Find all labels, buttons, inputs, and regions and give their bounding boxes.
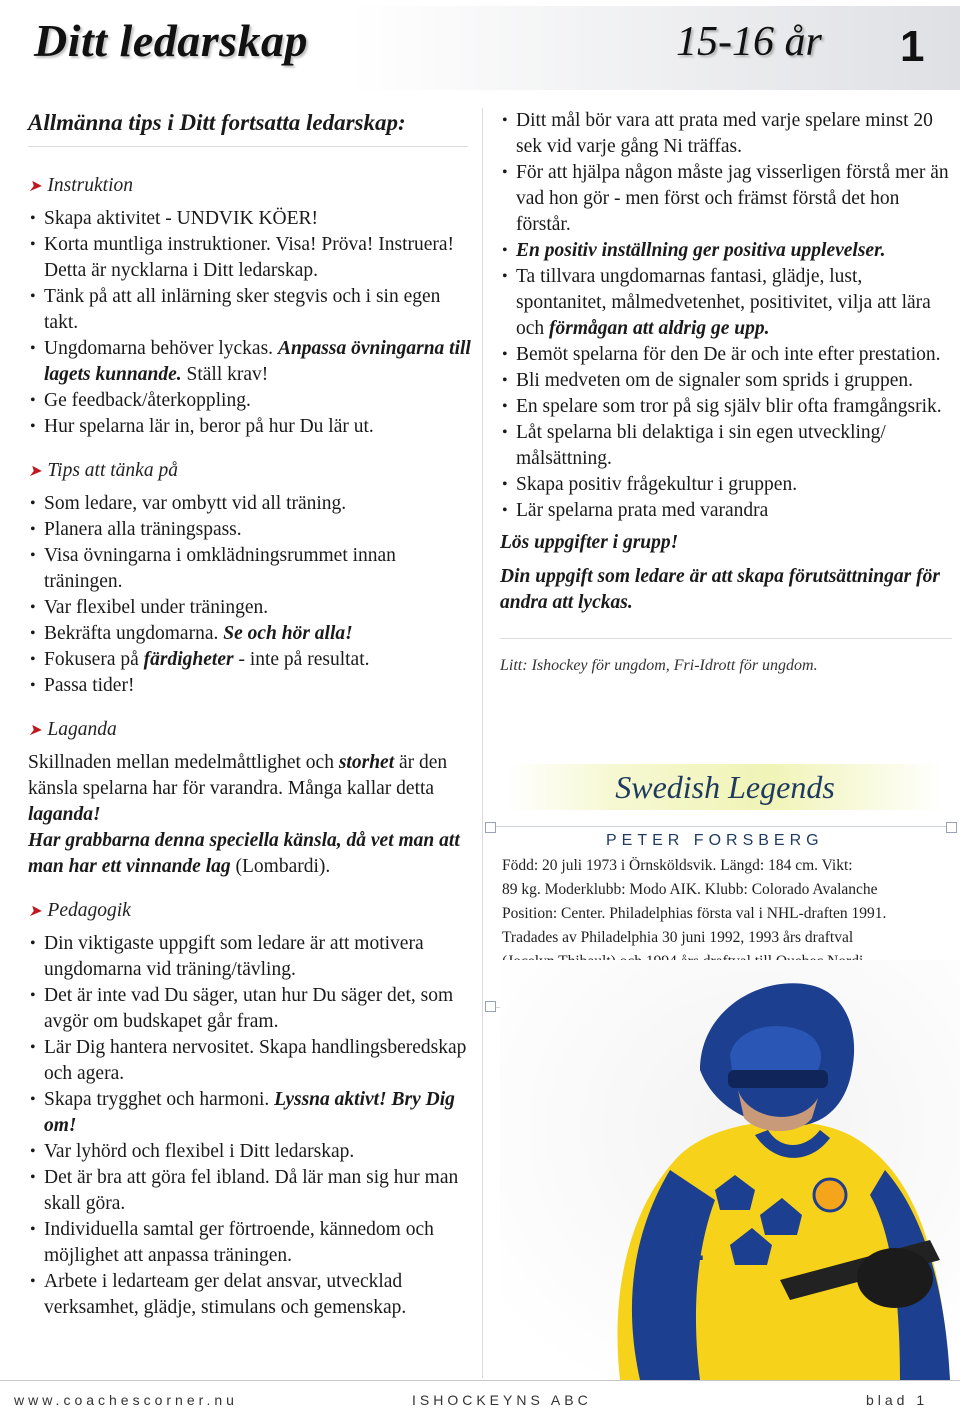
- list-item: • Lär Dig hantera nervositet. Skapa handlingsberedskap och agera.: [28, 1035, 478, 1087]
- left-column: [28, 110, 478, 1339]
- list-item: • Låt spelarna bli delaktiga i sin egen utveckling/ målsättning.: [500, 420, 950, 472]
- blad-number: 1: [900, 22, 925, 71]
- footer-page: blad 1: [866, 1392, 929, 1408]
- arrow-icon: ➤: [28, 722, 42, 739]
- hockey-player-photo: [500, 960, 960, 1380]
- frame-node: [946, 822, 957, 833]
- list-item: • Korta muntliga instruktioner. Visa! Pröva! Instruera! Detta är nycklarna i Ditt ledarskap.: [28, 232, 478, 284]
- list-item: • Det är bra att göra fel ibland. Då lär man sig hur man skall göra.: [28, 1165, 478, 1217]
- jersey-number: 21: [655, 1221, 704, 1270]
- pedagogik-list: [28, 931, 478, 1321]
- player-bio: Född: 20 juli 1973 i Örnsköldsvik. Längd: 184 cm. Vikt: 89 kg. Moderklubb: Modo AIK. Klubb: Colorado Avalanche Position: Center. Philadelphias första val i NHL-draften 1991. Tradades av Philadelphia 30 juni 1992, 1993 års draftval: [502, 857, 887, 946]
- list-item: • Ge feedback/återkoppling.: [28, 388, 478, 414]
- list-item: • Planera alla träningspass.: [28, 517, 478, 543]
- section-heading-pedagogik: ➤ Pedagogik: [28, 900, 131, 921]
- age-group: 15-16 år: [676, 19, 822, 65]
- list-item: • Tänk på att all inlärning sker stegvis och i sin egen takt.: [28, 284, 478, 336]
- visor: [728, 1070, 828, 1088]
- legends-banner: Swedish Legends: [506, 764, 944, 810]
- general-tips-heading: Allmänna tips i Ditt fortsatta ledarskap:: [28, 110, 468, 147]
- list-item: • Skapa trygghet och harmoni. Lyssna aktivt! Bry Dig om!: [28, 1087, 478, 1139]
- laganda-paragraph: Skillnaden mellan medelmåttlighet och storhet är den känsla spelarna har för varandra. Många kallar detta laganda! Har grabbarna denna speciella känsla, då vet man att man har ett vinnande lag (Lombardi).: [28, 752, 460, 877]
- leader-task-note: Din uppgift som ledare är att skapa förutsättningar för andra att lyckas.: [500, 566, 940, 613]
- right-column: [500, 108, 950, 679]
- list-item: • En positiv inställning ger positiva upplevelser.: [500, 238, 950, 264]
- list-item: • Visa övningarna i omklädningsrummet innan träningen.: [28, 543, 478, 595]
- footer-website[interactable]: www.coachescorner.nu: [14, 1392, 238, 1408]
- group-note: Lös uppgifter i grupp!: [500, 532, 679, 553]
- column-divider: [482, 108, 483, 1378]
- glove: [857, 1248, 933, 1308]
- list-item: • Arbete i ledarteam ger delat ansvar, utvecklad verksamhet, glädje, stimulans och gemenskap.: [28, 1269, 478, 1321]
- list-item: • Skapa positiv frågekultur i gruppen.: [500, 472, 950, 498]
- section-heading-instruktion: ➤ Instruktion: [28, 175, 133, 196]
- list-item: • Bemöt spelarna för den De är och inte efter prestation.: [500, 342, 950, 368]
- list-item: • Som ledare, var ombytt vid all träning.: [28, 491, 478, 517]
- litt-divider: [500, 638, 952, 639]
- list-item: • Lär spelarna prata med varandra: [500, 498, 950, 524]
- player-name: PETER FORSBERG: [606, 832, 824, 849]
- section-heading-tips: ➤ Tips att tänka på: [28, 460, 178, 481]
- list-item: • För att hjälpa någon måste jag visserligen förstå mer än vad hon gör - men först och främst förstå det hon förstår.: [500, 160, 950, 238]
- list-item: • Passa tider!: [28, 673, 478, 699]
- frame-node: [485, 822, 496, 833]
- page-title: Ditt ledarskap: [34, 15, 309, 66]
- right-tips-list: [500, 108, 950, 524]
- arrow-icon: ➤: [28, 903, 42, 920]
- list-item: • Fokusera på färdigheter - inte på resultat.: [28, 647, 478, 673]
- section-heading-laganda: ➤ Laganda: [28, 719, 117, 740]
- list-item: • Var flexibel under träningen.: [28, 595, 478, 621]
- list-item: • En spelare som tror på sig själv blir ofta framgångsrik.: [500, 394, 950, 420]
- arrow-icon: ➤: [28, 178, 42, 195]
- list-item: • Ta tillvara ungdomarnas fantasi, glädje, lust, spontanitet, målmedvetenhet, positivitet, vilja att lära och förmågan att aldrig ge upp.: [500, 264, 950, 342]
- literature-reference: Litt: Ishockey för ungdom, Fri-Idrott för ungdom.: [500, 657, 818, 674]
- list-item: • Hur spelarna lär in, beror på hur Du lär ut.: [28, 414, 478, 440]
- tips-list: [28, 491, 478, 699]
- list-item: • Din viktigaste uppgift som ledare är att motivera ungdomarna vid träning/tävling.: [28, 931, 478, 983]
- list-item: • Bekräfta ungdomarna. Se och hör alla!: [28, 621, 478, 647]
- footer-book-title: ISHOCKEYNS ABC: [412, 1392, 592, 1408]
- captain-badge: [814, 1179, 846, 1211]
- list-item: • Ditt mål bör vara att prata med varje spelare minst 20 sek vid varje gång Ni träffas.: [500, 108, 950, 160]
- footer-rule: [0, 1380, 960, 1381]
- list-item: • Det är inte vad Du säger, utan hur Du säger det, som avgör om budskapet går fram.: [28, 983, 478, 1035]
- frame-node: [485, 1001, 496, 1012]
- list-item: • Ungdomarna behöver lyckas. Anpassa övningarna till lagets kunnande. Ställ krav!: [28, 336, 478, 388]
- list-item: • Individuella samtal ger förtroende, kännedom och möjlighet att anpassa träningen.: [28, 1217, 478, 1269]
- list-item: • Var lyhörd och flexibel i Ditt ledarskap.: [28, 1139, 478, 1165]
- instruktion-list: [28, 206, 478, 440]
- list-item: • Bli medveten om de signaler som sprids i gruppen.: [500, 368, 950, 394]
- arrow-icon: ➤: [28, 463, 42, 480]
- list-item: • Skapa aktivitet - UNDVIK KÖER!: [28, 206, 478, 232]
